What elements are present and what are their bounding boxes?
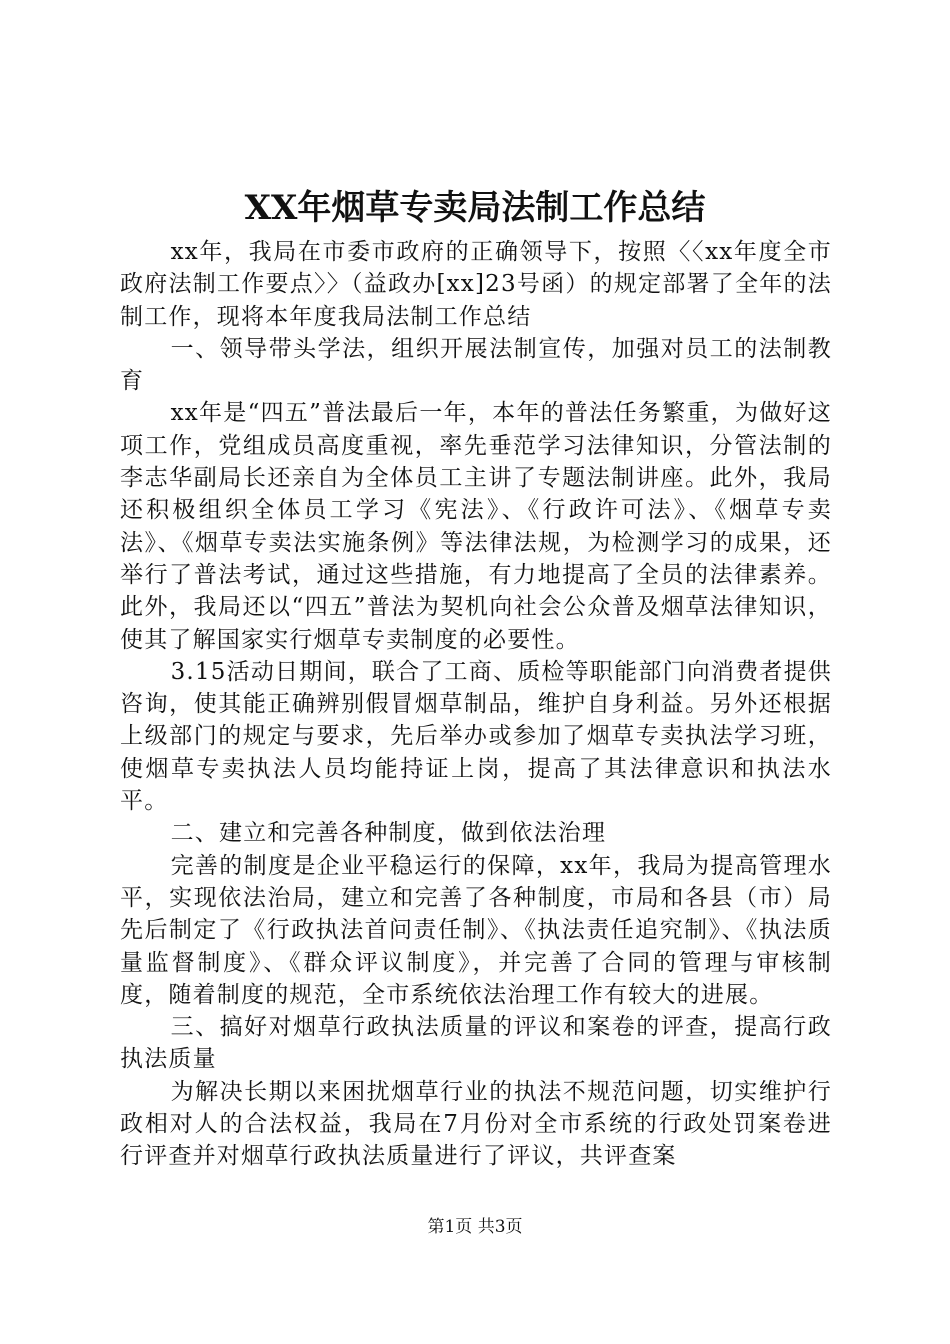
page-title: XX年烟草专卖局法制工作总结	[244, 188, 706, 228]
paragraph: xx年是“四五”普法最后一年，本年的普法任务繁重，为做好这项工作，党组成员高度重视，率先垂范学习法律知识，分管法制的李志华副局长还亲自为全体员工主讲了专题法制讲座。此外，我局还积极组织全体员工学习《宪法》、《行政许可法》、《烟草专卖法》、《烟草专卖法实施条例》等法律法规，为检测学习的成果，还举行了普法考试，通过这些措施，有力地提高了全员的法律素养。此外，我局还以“四五”普法为契机向社会公众普及烟草法律知识，使其了解国家实行烟草专卖制度的必要性。	[120, 400, 832, 653]
page-footer: 第1页 共3页	[427, 1217, 523, 1237]
document-body	[120, 236, 832, 1173]
paragraph: 为解决长期以来困扰烟草行业的执法不规范问题，切实维护行政相对人的合法权益，我局在7月份对全市系统的行政处罚案卷进行评查并对烟草行政执法质量进行了评议，共评查案	[120, 1078, 832, 1170]
paragraph: 完善的制度是企业平稳运行的保障，xx年，我局为提高管理水平，实现依法治局，建立和完善了各种制度，市局和各县（市）局先后制定了《行政执法首问责任制》、《执法责任追究制》、《执法质量监督制度》、《群众评议制度》，并完善了合同的管理与审核制度，随着制度的规范，全市系统依法治理工作有较大的进展。	[120, 852, 832, 1008]
section-heading-2: 二、建立和完善各种制度，做到依法治理	[170, 820, 607, 847]
section-heading-1: 一、领导带头学法，组织开展法制宣传，加强对员工的法制教育	[120, 335, 832, 395]
paragraph: 3.15活动日期间，联合了工商、质检等职能部门向消费者提供咨询，使其能正确辨别假冒烟草制品，维护自身利益。另外还根据上级部门的规定与要求，先后举办或参加了烟草专卖执法学习班，使烟草专卖执法人员均能持证上岗，提高了其法律意识和执法水平。	[120, 658, 832, 815]
paragraph-intro: xx年，我局在市委市政府的正确领导下，按照〈〈xx年度全市政府法制工作要点〉〉（益政办[xx]23号函）的规定部署了全年的法制工作，现将本年度我局法制工作总结	[120, 239, 832, 330]
section-heading-3: 三、搞好对烟草行政执法质量的评议和案卷的评查，提高行政执法质量	[120, 1014, 832, 1073]
